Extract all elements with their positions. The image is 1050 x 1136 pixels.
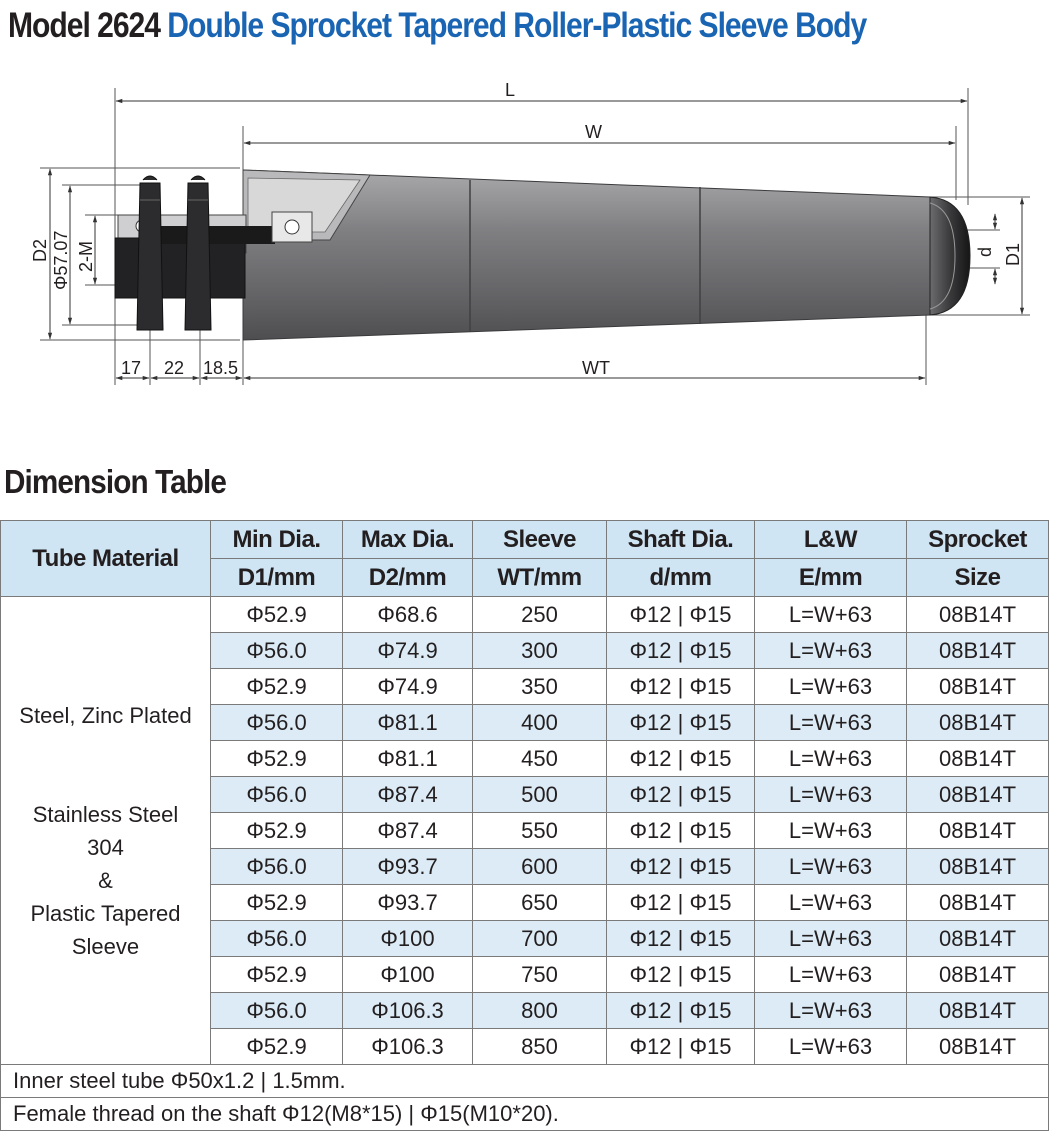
header-size: Size [907,559,1049,597]
lw-cell: L=W+63 [755,885,907,921]
min-dia-cell: Φ56.0 [211,633,343,669]
lw-cell: L=W+63 [755,921,907,957]
min-dia-cell: Φ56.0 [211,705,343,741]
lw-cell: L=W+63 [755,741,907,777]
tube-material-line: Stainless Steel [32,801,179,827]
dim-D1: D1 [1003,242,1023,266]
max-dia-cell: Φ93.7 [343,885,473,921]
tube-material-line [1,732,210,765]
tube-material-line: Sleeve [71,933,140,959]
min-dia-cell: Φ52.9 [211,597,343,633]
lw-cell: L=W+63 [755,957,907,993]
sleeve-cell: 550 [473,813,607,849]
header-e-unit: E/mm [755,559,907,597]
header-wt-unit: WT/mm [473,559,607,597]
shaft-dia-cell: Φ12 | Φ15 [607,957,755,993]
max-dia-cell: Φ81.1 [343,705,473,741]
sleeve-cell: 750 [473,957,607,993]
page-title [8,2,866,50]
min-dia-cell: Φ56.0 [211,777,343,813]
dim-WT: WT [582,358,610,378]
min-dia-cell: Φ52.9 [211,669,343,705]
sprocket-cell: 08B14T [907,597,1049,633]
max-dia-cell: Φ87.4 [343,777,473,813]
lw-cell: L=W+63 [755,993,907,1029]
sprocket-cell: 08B14T [907,957,1049,993]
sprocket-cell: 08B14T [907,993,1049,1029]
sleeve-cell: 250 [473,597,607,633]
dimension-table [0,520,1050,1131]
header-max-dia: Max Dia. [343,521,473,559]
header-d1-unit: D1/mm [211,559,343,597]
sprocket-cell: 08B14T [907,669,1049,705]
shaft-dia-cell: Φ12 | Φ15 [607,633,755,669]
sleeve-cell: 600 [473,849,607,885]
dim-2M: 2-M [76,241,96,272]
tube-material-line: Steel, Zinc Plated [19,702,192,728]
lw-cell: L=W+63 [755,849,907,885]
sprocket-cell: 08B14T [907,921,1049,957]
shaft-dia-cell: Φ12 | Φ15 [607,993,755,1029]
sprocket-cell: 08B14T [907,813,1049,849]
header-tube-material: Tube Material [1,521,211,597]
sleeve-cell: 400 [473,705,607,741]
max-dia-cell: Φ68.6 [343,597,473,633]
sprocket-cell: 08B14T [907,777,1049,813]
min-dia-cell: Φ56.0 [211,993,343,1029]
lw-cell: L=W+63 [755,597,907,633]
min-dia-cell: Φ52.9 [211,957,343,993]
min-dia-cell: Φ56.0 [211,921,343,957]
shaft-dia-cell: Φ12 | Φ15 [607,849,755,885]
sprocket-cell: 08B14T [907,1029,1049,1065]
sprocket-cell: 08B14T [907,633,1049,669]
dim-L: L [505,80,516,100]
note-female-thread: Female thread on the shaft Φ12(M8*15) | Φ15(M10*20). [1,1098,1049,1131]
max-dia-cell: Φ100 [343,957,473,993]
header-d-unit: d/mm [607,559,755,597]
header-lw: L&W [755,521,907,559]
max-dia-cell: Φ81.1 [343,741,473,777]
roller-drawing [0,60,1050,410]
header-shaft-dia: Shaft Dia. [607,521,755,559]
shaft-dia-cell: Φ12 | Φ15 [607,921,755,957]
shaft-dia-cell: Φ12 | Φ15 [607,1029,755,1065]
header-sleeve: Sleeve [473,521,607,559]
min-dia-cell: Φ52.9 [211,1029,343,1065]
max-dia-cell: Φ87.4 [343,813,473,849]
table-row [1,597,1049,633]
shaft-dia-cell: Φ12 | Φ15 [607,597,755,633]
shaft-dia-cell: Φ12 | Φ15 [607,705,755,741]
max-dia-cell: Φ93.7 [343,849,473,885]
sleeve-cell: 300 [473,633,607,669]
dim-d: d [975,246,995,257]
max-dia-cell: Φ106.3 [343,993,473,1029]
tube-material-line: 304 [87,834,124,860]
tube-material-line [1,765,210,798]
shaft-dia-cell: Φ12 | Φ15 [607,885,755,921]
section-title: Dimension Table [4,463,226,500]
dim-D2: D2 [30,238,50,262]
min-dia-cell: Φ52.9 [211,741,343,777]
tube-material-cell [1,597,211,1065]
sprocket-cell: 08B14T [907,885,1049,921]
sprocket-cell: 08B14T [907,849,1049,885]
sprocket-cell: 08B14T [907,705,1049,741]
max-dia-cell: Φ74.9 [343,669,473,705]
dim-dia: Φ57.07 [51,230,71,290]
dim-18-5: 18.5 [203,358,239,378]
sleeve-cell: 850 [473,1029,607,1065]
sprocket-cell: 08B14T [907,741,1049,777]
max-dia-cell: Φ100 [343,921,473,957]
dim-17: 17 [121,358,142,378]
sleeve-cell: 500 [473,777,607,813]
sleeve-cell: 800 [473,993,607,1029]
sleeve-cell: 650 [473,885,607,921]
max-dia-cell: Φ106.3 [343,1029,473,1065]
model-number: Model 2624 [8,6,160,45]
shaft-dia-cell: Φ12 | Φ15 [607,669,755,705]
header-d2-unit: D2/mm [343,559,473,597]
sleeve-cell: 450 [473,741,607,777]
note-inner-tube: Inner steel tube Φ50x1.2 | 1.5mm. [1,1065,1049,1098]
product-name: Double Sprocket Tapered Roller-Plastic Sleeve Body [167,6,867,45]
header-min-dia: Min Dia. [211,521,343,559]
sleeve-cell: 350 [473,669,607,705]
dim-22: 22 [164,358,185,378]
min-dia-cell: Φ56.0 [211,849,343,885]
lw-cell: L=W+63 [755,705,907,741]
shaft-dia-cell: Φ12 | Φ15 [607,777,755,813]
lw-cell: L=W+63 [755,777,907,813]
lw-cell: L=W+63 [755,669,907,705]
sleeve-cell: 700 [473,921,607,957]
lw-cell: L=W+63 [755,813,907,849]
max-dia-cell: Φ74.9 [343,633,473,669]
tube-material-line: Plastic Tapered [30,900,181,926]
min-dia-cell: Φ52.9 [211,885,343,921]
min-dia-cell: Φ52.9 [211,813,343,849]
tube-material-line: & [98,867,113,893]
lw-cell: L=W+63 [755,1029,907,1065]
shaft-dia-cell: Φ12 | Φ15 [607,741,755,777]
header-sprocket: Sprocket [907,521,1049,559]
lw-cell: L=W+63 [755,633,907,669]
shaft-dia-cell: Φ12 | Φ15 [607,813,755,849]
dim-W: W [585,122,602,142]
